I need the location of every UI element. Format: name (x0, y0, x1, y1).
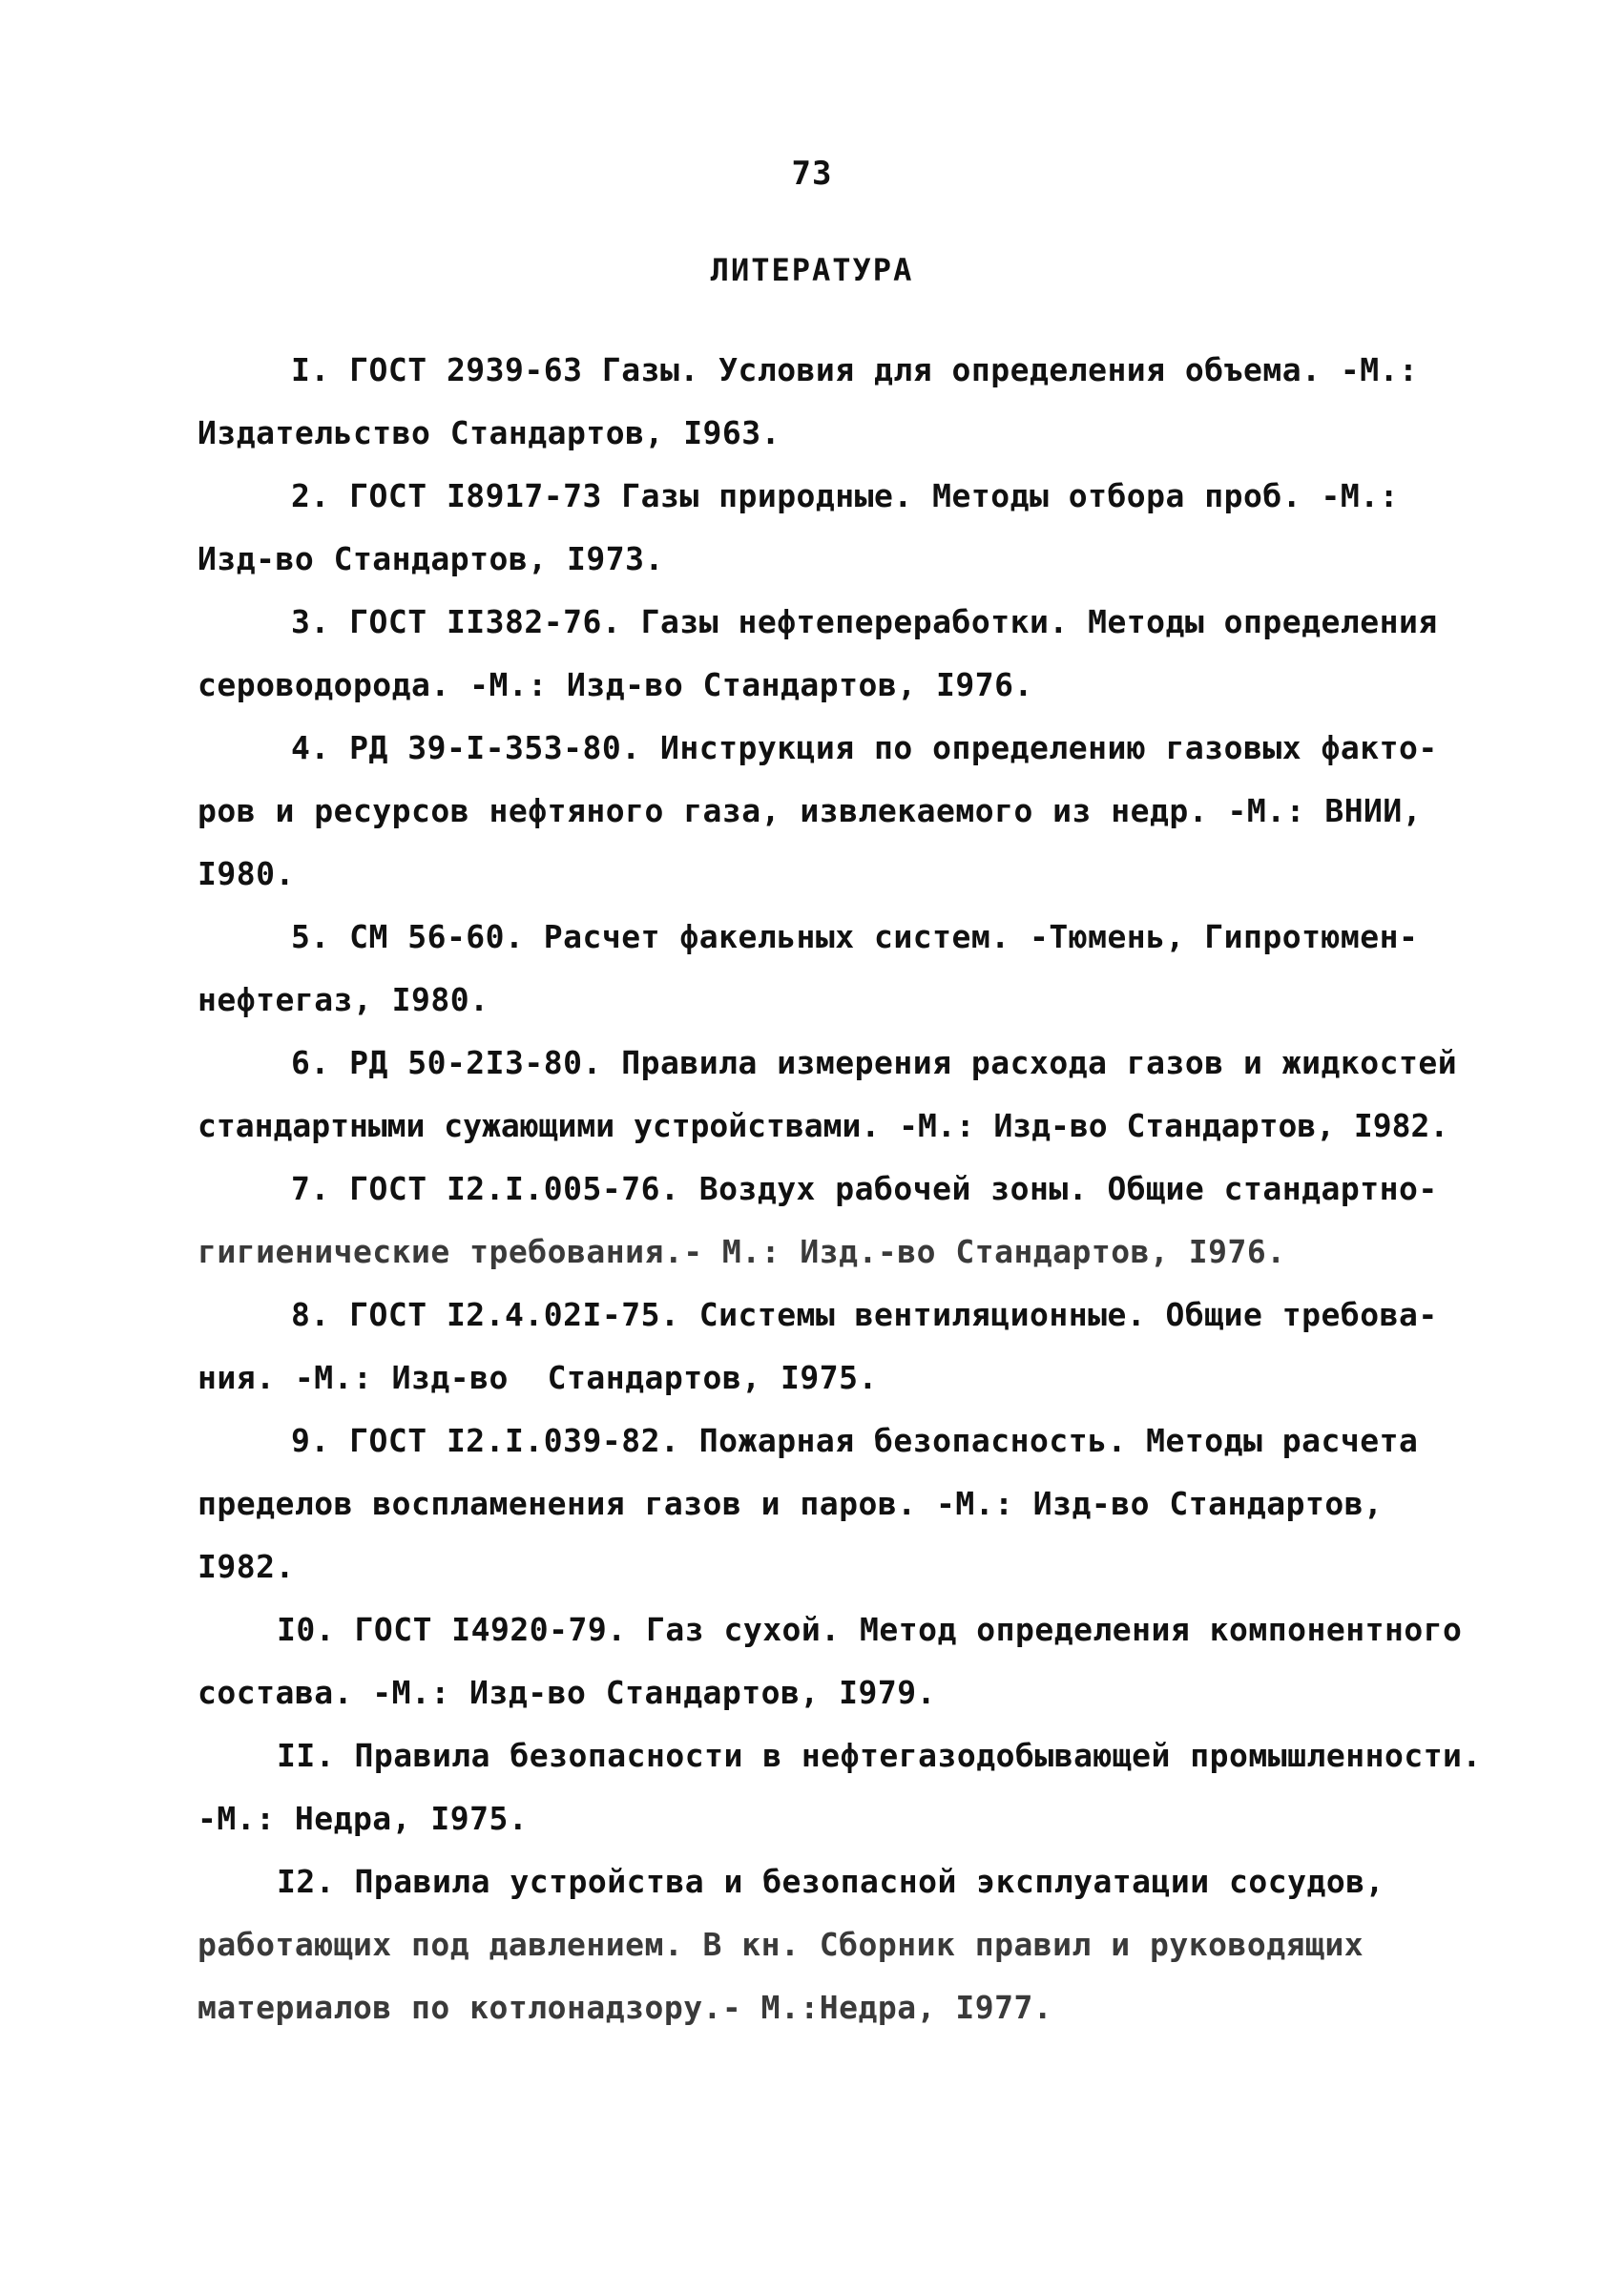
page-number: 73 (791, 155, 833, 193)
reference-8-line-1: 8. ГОСТ I2.4.02I-75. Системы вентиляционные. Общие требова- (291, 1296, 1438, 1333)
reference-9-line-2: пределов воспламенения газов и паров. -М.: Изд-во Стандартов, (198, 1485, 1384, 1522)
reference-11-line-1: II. Правила безопасности в нефтегазодобывающей промышленности. (277, 1737, 1482, 1774)
reference-12-line-1: I2. Правила устройства и безопасной эксплуатации сосудов, (277, 1863, 1385, 1900)
reference-3-line-2: сероводорода. -М.: Изд-во Стандартов, I976. (198, 666, 1033, 703)
reference-9-line-3: I982. (198, 1548, 295, 1585)
reference-4-line-1: 4. РД 39-I-353-80. Инструкция по определению газовых факто- (291, 729, 1438, 766)
reference-1-line-2: Издательство Стандартов, I963. (198, 414, 781, 451)
reference-12-line-2: работающих под давлением. В кн. Сборник правил и руководящих (198, 1926, 1364, 1963)
reference-10-line-2: состава. -М.: Изд-во Стандартов, I979. (198, 1674, 936, 1711)
reference-7-line-2: гигиенические требования.- М.: Изд.-во Стандартов, I976. (198, 1233, 1286, 1270)
reference-5-line-1: 5. СМ 56-60. Расчет факельных систем. -Тюмень, Гипротюмен- (291, 918, 1419, 955)
reference-3-line-1: 3. ГОСТ II382-76. Газы нефтепереработки. Методы определения (291, 603, 1438, 640)
reference-7-line-1: 7. ГОСТ I2.I.005-76. Воздух рабочей зоны. Общие стандартно- (291, 1170, 1438, 1207)
reference-8-line-2: ния. -М.: Изд-во Стандартов, I975. (198, 1359, 878, 1396)
page-heading: ЛИТЕРАТУРА (710, 252, 914, 288)
reference-11-line-2: -М.: Недра, I975. (198, 1800, 529, 1837)
reference-9-line-1: 9. ГОСТ I2.I.039-82. Пожарная безопасность. Методы расчета (291, 1422, 1419, 1459)
reference-4-line-2: ров и ресурсов нефтяного газа, извлекаемого из недр. -М.: ВНИИ, (198, 792, 1423, 829)
reference-5-line-2: нефтегаз, I980. (198, 981, 489, 1018)
reference-2-line-2: Изд-во Стандартов, I973. (198, 540, 664, 577)
reference-10-line-1: I0. ГОСТ I4920-79. Газ сухой. Метод определения компонентного (277, 1611, 1463, 1648)
reference-6-line-2: стандартными сужающими устройствами. -М.: Изд-во Стандартов, I982. (198, 1107, 1449, 1144)
reference-6-line-1: 6. РД 50-2I3-80. Правила измерения расхода газов и жидкостей (291, 1044, 1458, 1081)
reference-1-line-1: I. ГОСТ 2939-63 Газы. Условия для определения объема. -М.: (291, 351, 1419, 388)
reference-2-line-1: 2. ГОСТ I8917-73 Газы природные. Методы отбора проб. -М.: (291, 477, 1399, 514)
reference-4-line-3: I980. (198, 855, 295, 892)
reference-12-line-3: материалов по котлонадзору.- М.:Недра, I977. (198, 1989, 1053, 2026)
